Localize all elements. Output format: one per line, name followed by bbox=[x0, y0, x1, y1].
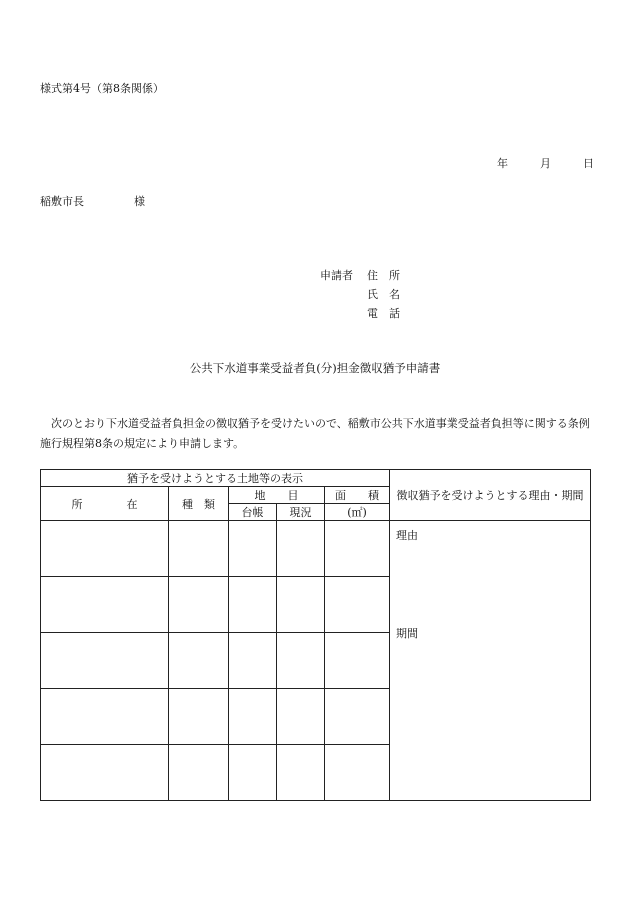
type-header: 種 類 bbox=[169, 487, 229, 521]
location-cell[interactable] bbox=[41, 577, 169, 633]
current-header: 現況 bbox=[277, 504, 325, 521]
type-cell[interactable] bbox=[169, 577, 229, 633]
location-cell[interactable] bbox=[41, 689, 169, 745]
area-header: 面 積 bbox=[325, 487, 390, 504]
month-label: 月 bbox=[540, 157, 551, 170]
ledger-cell[interactable] bbox=[229, 633, 277, 689]
applicant-address-label: 住 所 bbox=[367, 269, 400, 282]
current-cell[interactable] bbox=[277, 577, 325, 633]
type-cell[interactable] bbox=[169, 521, 229, 577]
ledger-cell[interactable] bbox=[229, 689, 277, 745]
year-label: 年 bbox=[497, 157, 508, 170]
reason-header: 徴収猶予を受けようとする理由・期間 bbox=[390, 470, 591, 521]
applicant-phone-label: 電 話 bbox=[367, 307, 400, 320]
addressee bbox=[40, 193, 145, 209]
period-label: 期間 bbox=[396, 627, 419, 640]
land-category-header: 地 目 bbox=[229, 487, 325, 504]
reason-label: 理由 bbox=[396, 529, 419, 542]
current-cell[interactable] bbox=[277, 633, 325, 689]
body-text: 次のとおり下水道受益者負担金の徴収猶予を受けたいので、稲敷市公共下水道事業受益者負担等に関する条例施行規程第8条の規定により申請します。 bbox=[40, 417, 590, 450]
area-cell[interactable] bbox=[325, 745, 390, 801]
area-cell[interactable] bbox=[325, 521, 390, 577]
form-number: 様式第4号（第8条関係） bbox=[40, 82, 164, 95]
current-cell[interactable] bbox=[277, 689, 325, 745]
ledger-cell[interactable] bbox=[229, 521, 277, 577]
ledger-header: 台帳 bbox=[229, 504, 277, 521]
area-cell[interactable] bbox=[325, 689, 390, 745]
addressee-honorific: 様 bbox=[134, 195, 145, 208]
current-cell[interactable] bbox=[277, 745, 325, 801]
addressee-name: 稲敷市長 bbox=[40, 195, 84, 208]
location-cell[interactable] bbox=[41, 521, 169, 577]
area-unit-header: (㎡) bbox=[325, 504, 390, 521]
document-title: 公共下水道事業受益者負(分)担金徴収猶予申請書 bbox=[189, 361, 441, 375]
land-header: 猶予を受けようとする土地等の表示 bbox=[41, 470, 390, 487]
reason-cell[interactable] bbox=[390, 521, 591, 801]
land-table bbox=[40, 469, 591, 801]
type-cell[interactable] bbox=[169, 745, 229, 801]
applicant-name-label: 氏 名 bbox=[367, 288, 400, 301]
day-label: 日 bbox=[583, 157, 594, 170]
location-header: 所 在 bbox=[41, 487, 169, 521]
location-cell[interactable] bbox=[41, 633, 169, 689]
ledger-cell[interactable] bbox=[229, 745, 277, 801]
table-row bbox=[41, 521, 591, 577]
applicant-label: 申請者 bbox=[320, 269, 353, 282]
type-cell[interactable] bbox=[169, 633, 229, 689]
date-line bbox=[497, 155, 594, 171]
ledger-cell[interactable] bbox=[229, 577, 277, 633]
area-cell[interactable] bbox=[325, 577, 390, 633]
area-cell[interactable] bbox=[325, 633, 390, 689]
location-cell[interactable] bbox=[41, 745, 169, 801]
type-cell[interactable] bbox=[169, 689, 229, 745]
current-cell[interactable] bbox=[277, 521, 325, 577]
